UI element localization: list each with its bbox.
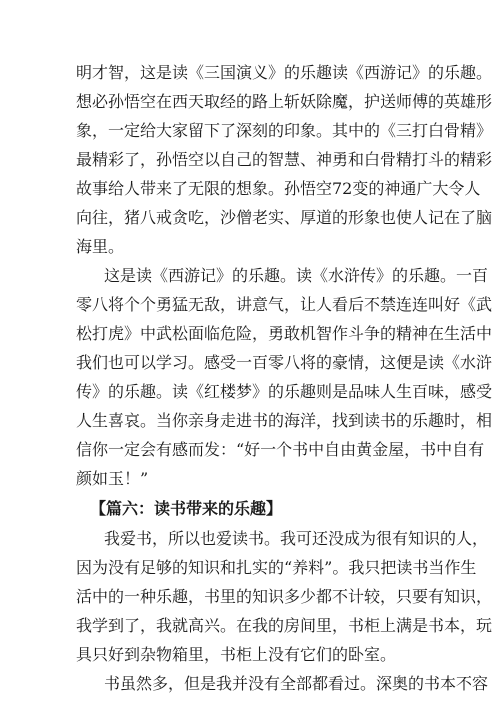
paragraph-1-line-5: 故事给人带来了无限的想象。孙悟空72变的神通广大令人 — [76, 179, 481, 198]
paragraph-3-line-4: 我学到了，我就高兴。在我的房间里，书柜上满是书本，玩 — [76, 616, 493, 635]
paragraph-4-line-1: 书虽然多，但是我并没有全部都看过。深奥的书本不容 — [104, 674, 489, 693]
paragraph-2-line-4: 我们也可以学习。感受一百零八将的豪情，这便是读《水浒 — [76, 353, 493, 372]
paragraph-2-line-2: 零八将个个勇猛无敌，讲意气，让人看后不禁连连叫好《武 — [76, 295, 493, 314]
paragraph-1-line-3: 象，一定给大家留下了深刻的印象。其中的《三打白骨精》 — [76, 121, 493, 140]
paragraph-1-line-2: 想必孙悟空在西天取经的路上斩妖除魔，护送师傅的英雄形 — [76, 92, 493, 111]
section-heading: 【篇六：读书带来的乐趣】 — [90, 499, 283, 518]
paragraph-2-line-1: 这是读《西游记》的乐趣。读《水浒传》的乐趣。一百 — [104, 266, 489, 285]
paragraph-1-line-6: 向往，猪八戒贪吃，沙僧老实、厚道的形象也使人记在了脑 — [76, 208, 493, 227]
paragraph-2-line-3: 松打虎》中武松面临危险，勇敢机智作斗争的精神在生活中 — [76, 324, 493, 343]
paragraph-1-line-7: 海里。 — [76, 237, 125, 256]
paragraph-1-line-4: 最精彩了，孙悟空以自己的智慧、神勇和白骨精打斗的精彩 — [76, 150, 493, 169]
paragraph-2-line-8: 颜如玉！” — [76, 469, 149, 488]
paragraph-3-line-3: 活中的一种乐趣，书里的知识多少都不计较，只要有知识， — [76, 587, 493, 606]
paragraph-2-line-5: 传》的乐趣。读《红楼梦》的乐趣则是品味人生百味，感受 — [76, 382, 493, 401]
paragraph-3-line-1: 我爱书，所以也爱读书。我可还没成为很有知识的人， — [104, 529, 489, 548]
paragraph-2-line-7: 信你一定会有感而发：“好一个书中自由黄金屋，书中自有 — [76, 440, 485, 459]
paragraph-2-line-6: 人生喜哀。当你亲身走进书的海洋，找到读书的乐趣时，相 — [76, 411, 493, 430]
paragraph-3-line-2: 因为没有足够的知识和扎实的“养料”。我只把读书当作生 — [76, 558, 477, 577]
paragraph-3-line-5: 具只好到杂物箱里，书柜上没有它们的卧室。 — [76, 645, 397, 664]
paragraph-1-line-1: 明才智，这是读《三国演义》的乐趣读《西游记》的乐趣。 — [76, 63, 493, 82]
